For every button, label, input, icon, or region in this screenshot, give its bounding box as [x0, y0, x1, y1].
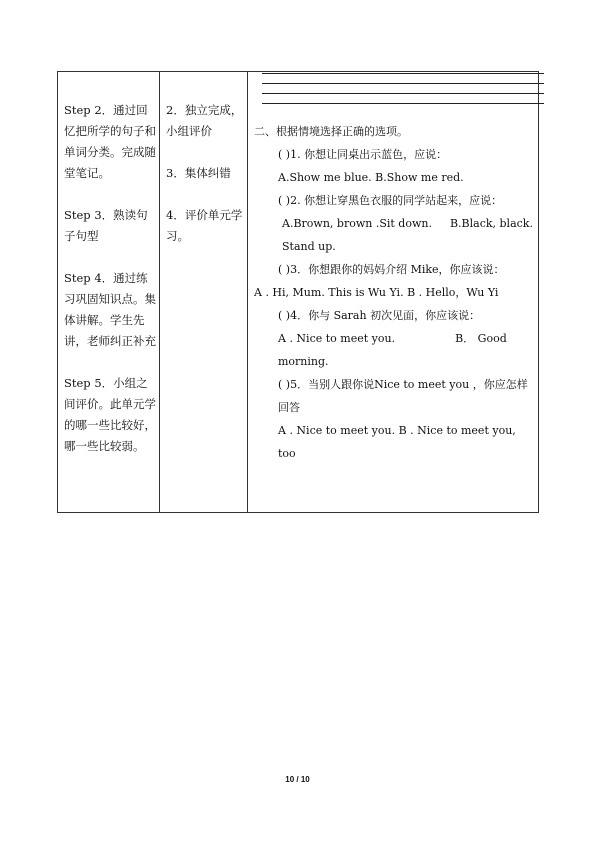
activity-3: 3．集体纠错 [166, 166, 231, 180]
option-b: B.Black, black. Stand up. [282, 217, 533, 253]
option-b: B． Good morning. [278, 332, 507, 368]
step-3: Step 3．熟读句子句型 [64, 208, 148, 243]
question-2-options [254, 212, 536, 258]
writing-line [262, 103, 544, 104]
steps-column [58, 72, 160, 512]
question-2: ( )2. 你想让穿黑色衣服的同学站起来，应说： [278, 194, 503, 207]
question-1-options: A.Show me blue. B.Show me red. [278, 171, 464, 184]
question-3: ( )3．你想跟你的妈妈介绍 Mike，你应该说： [278, 263, 505, 276]
exercise-column [248, 72, 538, 512]
page-number: 10 / 10 [285, 775, 310, 784]
lesson-table [57, 71, 539, 513]
writing-line [262, 83, 544, 84]
option-a: A.Brown, brown .Sit down. [282, 217, 432, 230]
step-2: Step 2．通过回忆把所学的句子和单词分类。完成随堂笔记。 [64, 103, 156, 180]
exercise-heading: 二、根据情境选择正确的选项。 [254, 125, 408, 138]
writing-line [262, 93, 544, 94]
question-4-options [254, 327, 536, 373]
activity-4: 4．评价单元学习。 [166, 208, 243, 243]
question-1: ( )1. 你想让同桌出示蓝色，应说： [278, 148, 448, 161]
writing-line [262, 73, 544, 74]
question-5: ( )5．当别人跟你说Nice to meet you ，你应怎样回答 [278, 378, 528, 414]
activity-2: 2．独立完成，小组评价 [166, 103, 243, 138]
question-4: ( )4．你与 Sarah 初次见面，你应该说： [278, 309, 481, 322]
activities-column [160, 72, 248, 512]
option-a: A . Nice to meet you. [278, 332, 396, 345]
step-5: Step 5．小组之间评价。此单元学的哪一些比较好，哪一些比较弱。 [64, 376, 156, 453]
step-4: Step 4．通过练习巩固知识点。集体讲解。学生先讲，老师纠正补充 [64, 271, 156, 348]
question-5-options: A . Nice to meet you. B . Nice to meet you, too [278, 424, 516, 460]
question-3-options: A . Hi, Mum. This is Wu Yi. B . Hello，Wu Yi [254, 286, 499, 299]
